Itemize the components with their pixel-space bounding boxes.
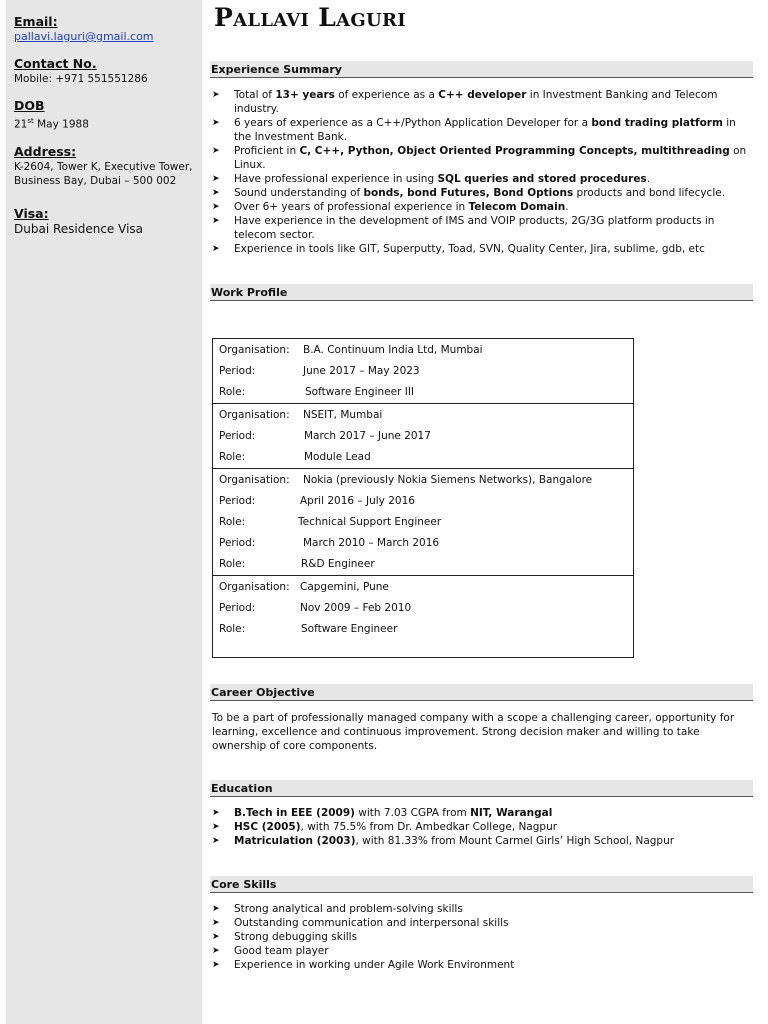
work-row	[213, 598, 633, 619]
skill-bullet: ➤ Strong debugging skills	[212, 930, 752, 944]
dob-block	[14, 98, 202, 132]
skill-bullet: ➤ Outstanding communication and interpersonal skills	[212, 916, 752, 930]
bullet-text: , with 81.33% from Mount Carmel Girls’ High School, Nagpur	[355, 835, 675, 847]
bullet-bold-text: Telecom Domain	[468, 201, 566, 213]
bullet-bold-text: NIT, Warangal	[470, 807, 553, 819]
bullet-text: Experience in tools like GIT, Superputty, Toad, SVN, Quality Center, Jira, sublime, gdb, etc	[234, 243, 705, 255]
bullet-text: on Linux.	[234, 145, 747, 171]
work-field-value: March 2017 – June 2017	[304, 430, 431, 442]
work-row	[213, 382, 633, 403]
bullet-text: Have experience in the development of IMS and VOIP products, 2G/3G platform products in telecom sector.	[234, 215, 715, 241]
experience-bullet	[212, 88, 752, 116]
dob-day: 21	[14, 118, 28, 131]
bullet-bold-text: HSC (2005)	[234, 821, 301, 833]
employer-group	[213, 404, 633, 469]
work-field-label: Role:	[219, 451, 246, 463]
work-field-value: Software Engineer III	[305, 386, 415, 398]
work-field-label: Role:	[219, 386, 246, 398]
bullet-text: 6 years of experience as a C++/Python Application Developer for a	[234, 117, 592, 129]
skill-bullet: ➤ Good team player	[212, 944, 752, 958]
dob-rest: May 1988	[33, 118, 89, 131]
work-row	[213, 491, 633, 512]
work-field-value: B.A. Continuum India Ltd, Mumbai	[303, 344, 483, 356]
skill-bullet: ➤ Strong analytical and problem-solving skills	[212, 902, 752, 916]
bullet-bold-text: B.Tech in EEE (2009)	[234, 807, 355, 819]
bullet-bold-text: SQL queries and stored procedures	[437, 173, 647, 185]
career-objective-text: To be a part of professionally managed company with a scope a challenging career, opportunity for learning, excellence and continuous improvement. Strong decision maker and willing to take ownership of core components.	[212, 712, 735, 752]
education-bullet	[212, 820, 752, 834]
bullet-text: of experience as a	[334, 89, 439, 101]
skill-bullet: ➤ Experience in working under Agile Work Environment	[212, 958, 752, 972]
work-field-value: June 2017 – May 2023	[303, 365, 420, 377]
visa-heading: Visa:	[14, 205, 49, 221]
experience-bullet	[212, 214, 752, 242]
candidate-name: Pallavi Laguri	[214, 3, 407, 32]
address-line-1: K-2604, Tower K, Executive Tower,	[14, 160, 193, 173]
bullet-text: .	[646, 173, 651, 185]
address-block	[14, 144, 202, 188]
work-field-value: Technical Support Engineer	[298, 516, 442, 528]
bullet-text: .	[565, 201, 569, 213]
work-field-label: Period:	[219, 365, 256, 377]
work-row	[213, 470, 633, 491]
bullet-text: in the Investment Bank.	[234, 117, 736, 143]
bullet-text: Proficient in	[234, 145, 300, 157]
contact-block	[14, 56, 202, 86]
contact-heading: Contact No.	[14, 56, 97, 71]
work-profile-table	[212, 338, 634, 658]
work-field-label: Organisation:	[219, 474, 290, 486]
experience-bullet	[212, 200, 752, 214]
employer-group	[213, 469, 633, 576]
work-field-value: Nokia (previously Nokia Siemens Networks), Bangalore	[303, 474, 593, 486]
work-field-label: Period:	[219, 495, 256, 507]
bullet-bold-text: bond trading platform	[591, 117, 723, 129]
work-field-label: Period:	[219, 430, 256, 442]
work-field-label: Period:	[219, 537, 256, 549]
education-bullet	[212, 834, 752, 848]
experience-summary-list	[212, 88, 752, 256]
experience-bullet	[212, 144, 752, 172]
bullet-bold-text: 13+ years	[275, 89, 335, 101]
email-block	[14, 14, 202, 44]
experience-bullet	[212, 242, 752, 256]
section-education: Education	[210, 780, 753, 797]
work-field-label: Role:	[219, 558, 246, 570]
work-field-value: March 2010 – March 2016	[303, 537, 440, 549]
dob-value	[14, 114, 202, 132]
visa-value: Dubai Residence Visa	[14, 221, 144, 236]
work-field-value: Software Engineer	[301, 623, 398, 635]
experience-bullet	[212, 116, 752, 144]
work-field-value: Module Lead	[304, 451, 371, 463]
address-line-2: Business Bay, Dubai – 500 002	[14, 174, 177, 187]
email-link[interactable]: pallavi.laguri@gmail.com	[14, 30, 154, 43]
work-row	[213, 405, 633, 426]
experience-bullet	[212, 172, 752, 186]
bullet-text: , with 75.5% from Dr. Ambedkar College, Nagpur	[300, 821, 558, 833]
work-field-value: Nov 2009 – Feb 2010	[300, 602, 412, 614]
bullet-text: Total of	[234, 89, 276, 101]
work-field-label: Organisation:	[219, 344, 290, 356]
bullet-text: Sound understanding of	[234, 187, 364, 199]
bullet-bold-text: Matriculation (2003)	[234, 835, 356, 847]
work-row	[213, 512, 633, 533]
work-row	[213, 577, 633, 598]
employer-group	[213, 576, 633, 640]
education-bullet	[212, 806, 752, 820]
bullet-bold-text: C, C++, Python, Object Oriented Programming Concepts, multithreading	[299, 145, 730, 157]
work-field-label: Role:	[219, 516, 246, 528]
work-field-value: Capgemini, Pune	[300, 581, 389, 593]
bullet-text: Have professional experience in using	[234, 173, 438, 185]
section-career-objective: Career Objective	[210, 684, 753, 701]
work-row	[213, 340, 633, 361]
work-row	[213, 533, 633, 554]
section-work-profile: Work Profile	[210, 284, 753, 301]
work-row	[213, 554, 633, 575]
dob-day-suffix: st	[27, 117, 34, 125]
work-field-label: Organisation:	[219, 581, 290, 593]
bullet-text: in Investment Banking and Telecom industry.	[234, 89, 718, 115]
work-row	[213, 619, 633, 640]
work-field-value: R&D Engineer	[301, 558, 375, 570]
bullet-text: products and bond lifecycle.	[573, 187, 726, 199]
section-experience-summary: Experience Summary	[210, 61, 753, 78]
section-core-skills: Core Skills	[210, 876, 753, 893]
work-row	[213, 447, 633, 468]
work-field-value: NSEIT, Mumbai	[303, 409, 383, 421]
dob-heading: DOB	[14, 98, 45, 113]
visa-block	[14, 206, 202, 237]
employer-group	[213, 339, 633, 404]
work-field-label: Organisation:	[219, 409, 290, 421]
work-field-value: April 2016 – July 2016	[300, 495, 415, 507]
bullet-text: Over 6+ years of professional experience in	[234, 201, 469, 213]
core-skills-list	[212, 902, 752, 972]
bullet-text: with 7.03 CGPA from	[354, 807, 471, 819]
address-heading: Address:	[14, 143, 77, 159]
experience-bullet	[212, 186, 752, 200]
bullet-bold-text: C++ developer	[438, 89, 527, 101]
work-row	[213, 426, 633, 447]
work-field-label: Period:	[219, 602, 256, 614]
email-heading: Email:	[14, 14, 58, 29]
bullet-bold-text: bonds, bond Futures, Bond Options	[363, 187, 574, 199]
contact-mobile: Mobile: +971 551551286	[14, 73, 148, 85]
education-list	[212, 806, 752, 848]
work-row	[213, 361, 633, 382]
contact-sidebar	[6, 0, 202, 1024]
work-field-label: Role:	[219, 623, 246, 635]
